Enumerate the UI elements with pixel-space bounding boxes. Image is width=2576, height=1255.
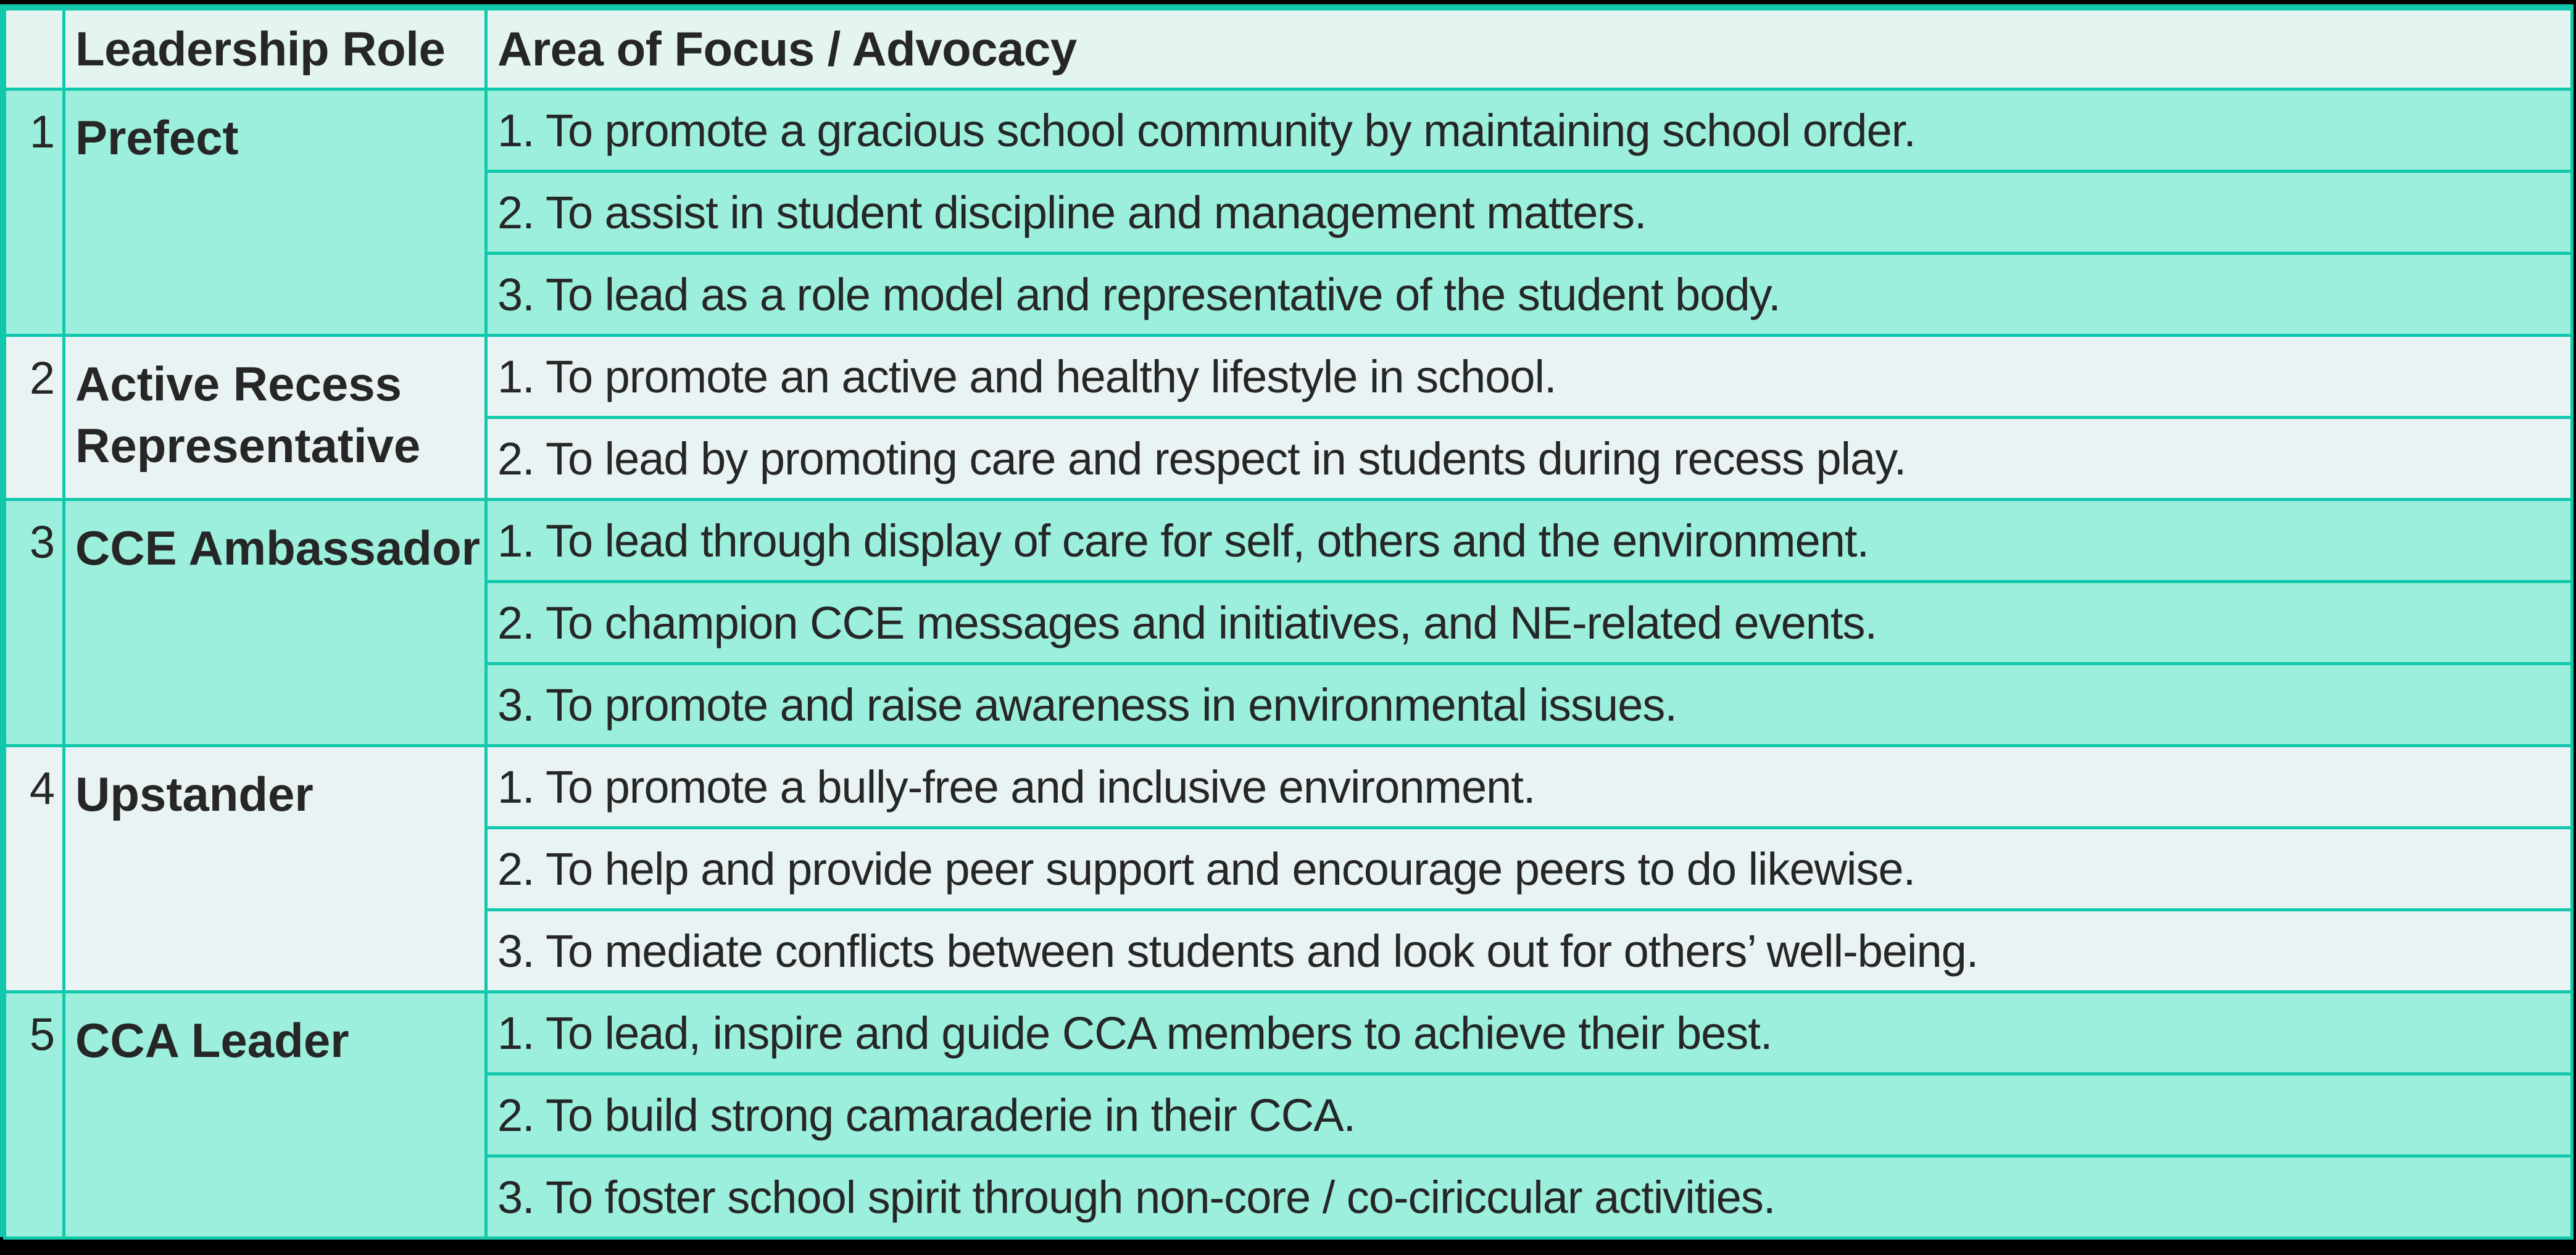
focus-item: 2. To build strong camaraderie in their CCA.	[486, 1074, 2572, 1156]
focus-item: 1. To promote a gracious school community by maintaining school order.	[486, 89, 2572, 172]
table-row	[5, 500, 2572, 582]
row-number: 4	[5, 746, 64, 992]
focus-item: 2. To help and provide peer support and encourage peers to do likewise.	[486, 828, 2572, 910]
focus-item: 2. To lead by promoting care and respect in students during recess play.	[486, 418, 2572, 500]
focus-item: 2. To assist in student discipline and management matters.	[486, 172, 2572, 254]
focus-item: 1. To lead through display of care for self, others and the environment.	[486, 500, 2572, 582]
focus-item: 3. To mediate conflicts between students and look out for others’ well-being.	[486, 910, 2572, 992]
header-area-of-focus: Area of Focus / Advocacy	[486, 9, 2572, 89]
role-name: Upstander	[64, 746, 486, 992]
focus-item: 2. To champion CCE messages and initiatives, and NE-related events.	[486, 582, 2572, 664]
table-row	[5, 992, 2572, 1074]
focus-item: 1. To promote a bully-free and inclusive environment.	[486, 746, 2572, 828]
role-name: Prefect	[64, 89, 486, 336]
leadership-roles-table	[3, 7, 2574, 1240]
table-row	[5, 336, 2572, 418]
table-row	[5, 89, 2572, 172]
header-number	[5, 9, 64, 89]
row-number: 1	[5, 89, 64, 336]
focus-item: 3. To foster school spirit through non-core / co-ciriccular activities.	[486, 1156, 2572, 1238]
row-number: 5	[5, 992, 64, 1238]
header-row	[5, 9, 2572, 89]
focus-item: 1. To lead, inspire and guide CCA members to achieve their best.	[486, 992, 2572, 1074]
focus-item: 1. To promote an active and healthy lifestyle in school.	[486, 336, 2572, 418]
row-number: 3	[5, 500, 64, 746]
focus-item: 3. To promote and raise awareness in environmental issues.	[486, 664, 2572, 746]
role-name: Active Recess Representative	[64, 336, 486, 500]
role-name: CCE Ambassador	[64, 500, 486, 746]
focus-item: 3. To lead as a role model and representative of the student body.	[486, 254, 2572, 336]
role-name: CCA Leader	[64, 992, 486, 1238]
row-number: 2	[5, 336, 64, 500]
leadership-roles-table-container	[0, 4, 2574, 1237]
table-row	[5, 746, 2572, 828]
header-leadership-role: Leadership Role	[64, 9, 486, 89]
